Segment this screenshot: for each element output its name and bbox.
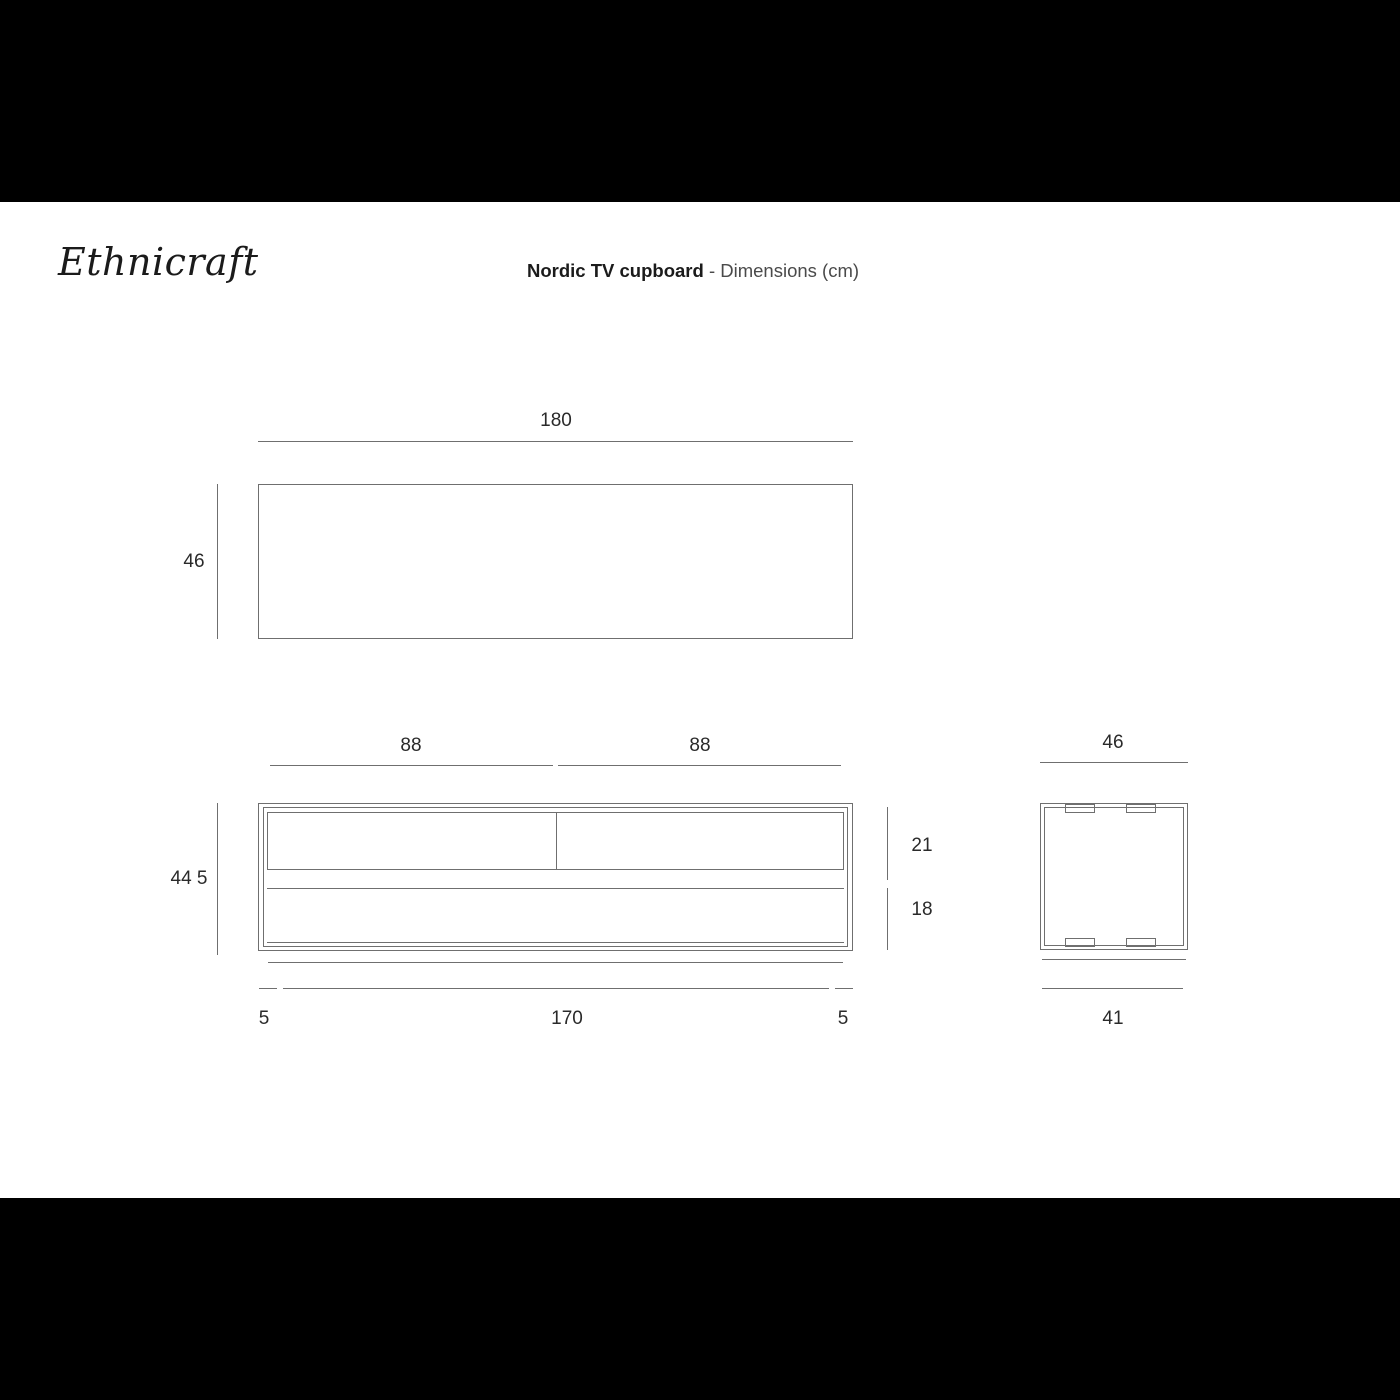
- front-view-left-foot-label: 5: [258, 1008, 270, 1029]
- page-title-product: Nordic TV cupboard: [527, 260, 704, 281]
- top-view-width-dim-line: [258, 441, 853, 442]
- top-view-depth-dim-line: [217, 484, 218, 639]
- front-view-plinth-line: [267, 942, 844, 943]
- side-view-inner-outline: [1044, 807, 1184, 946]
- front-view-height-label: 44 5: [170, 868, 208, 889]
- side-view-top-notch-right: [1126, 804, 1156, 813]
- front-view-left-drawer-dim-line: [270, 765, 553, 766]
- front-view-right-drawer-dim-line: [558, 765, 841, 766]
- front-view-upper-label: 21: [911, 835, 933, 856]
- top-view-outline: [258, 484, 853, 639]
- front-view-right-foot-label: 5: [837, 1008, 849, 1029]
- top-view-depth-label: 46: [183, 551, 205, 572]
- front-view-base-shadow-line: [268, 962, 843, 963]
- side-view-top-notch-left: [1065, 804, 1095, 813]
- brand-logo: Ethnicraft: [58, 240, 259, 284]
- side-view-width-dim-line: [1040, 762, 1188, 763]
- front-view-right-foot-dim-line: [835, 988, 853, 989]
- side-view-foot-label: 41: [1102, 1008, 1124, 1029]
- front-view-shelf-line: [267, 888, 844, 889]
- side-view-bottom-notch-left: [1065, 938, 1095, 947]
- front-view-lower-dim-line: [887, 888, 888, 950]
- page-title-separator: -: [708, 260, 716, 281]
- front-view-lower-label: 18: [911, 899, 933, 920]
- front-view-height-dim-line: [217, 803, 218, 955]
- front-view-left-foot-dim-line: [259, 988, 277, 989]
- front-view-drawer-divider: [556, 812, 557, 870]
- side-view-base-shadow-line: [1042, 959, 1186, 960]
- front-view-right-drawer-label: 88: [689, 735, 711, 756]
- side-view-foot-dim-line: [1042, 988, 1183, 989]
- side-view-width-label: 46: [1102, 732, 1124, 753]
- front-view-left-drawer-label: 88: [400, 735, 422, 756]
- front-view-span-dim-line: [283, 988, 829, 989]
- drawing-sheet: [0, 202, 1400, 1198]
- top-view-width-label: 180: [540, 410, 572, 431]
- page-title-subtitle: Dimensions (cm): [720, 260, 860, 281]
- front-view-upper-dim-line: [887, 807, 888, 880]
- page-title: [527, 260, 859, 282]
- front-view-span-label: 170: [551, 1008, 583, 1029]
- side-view-bottom-notch-right: [1126, 938, 1156, 947]
